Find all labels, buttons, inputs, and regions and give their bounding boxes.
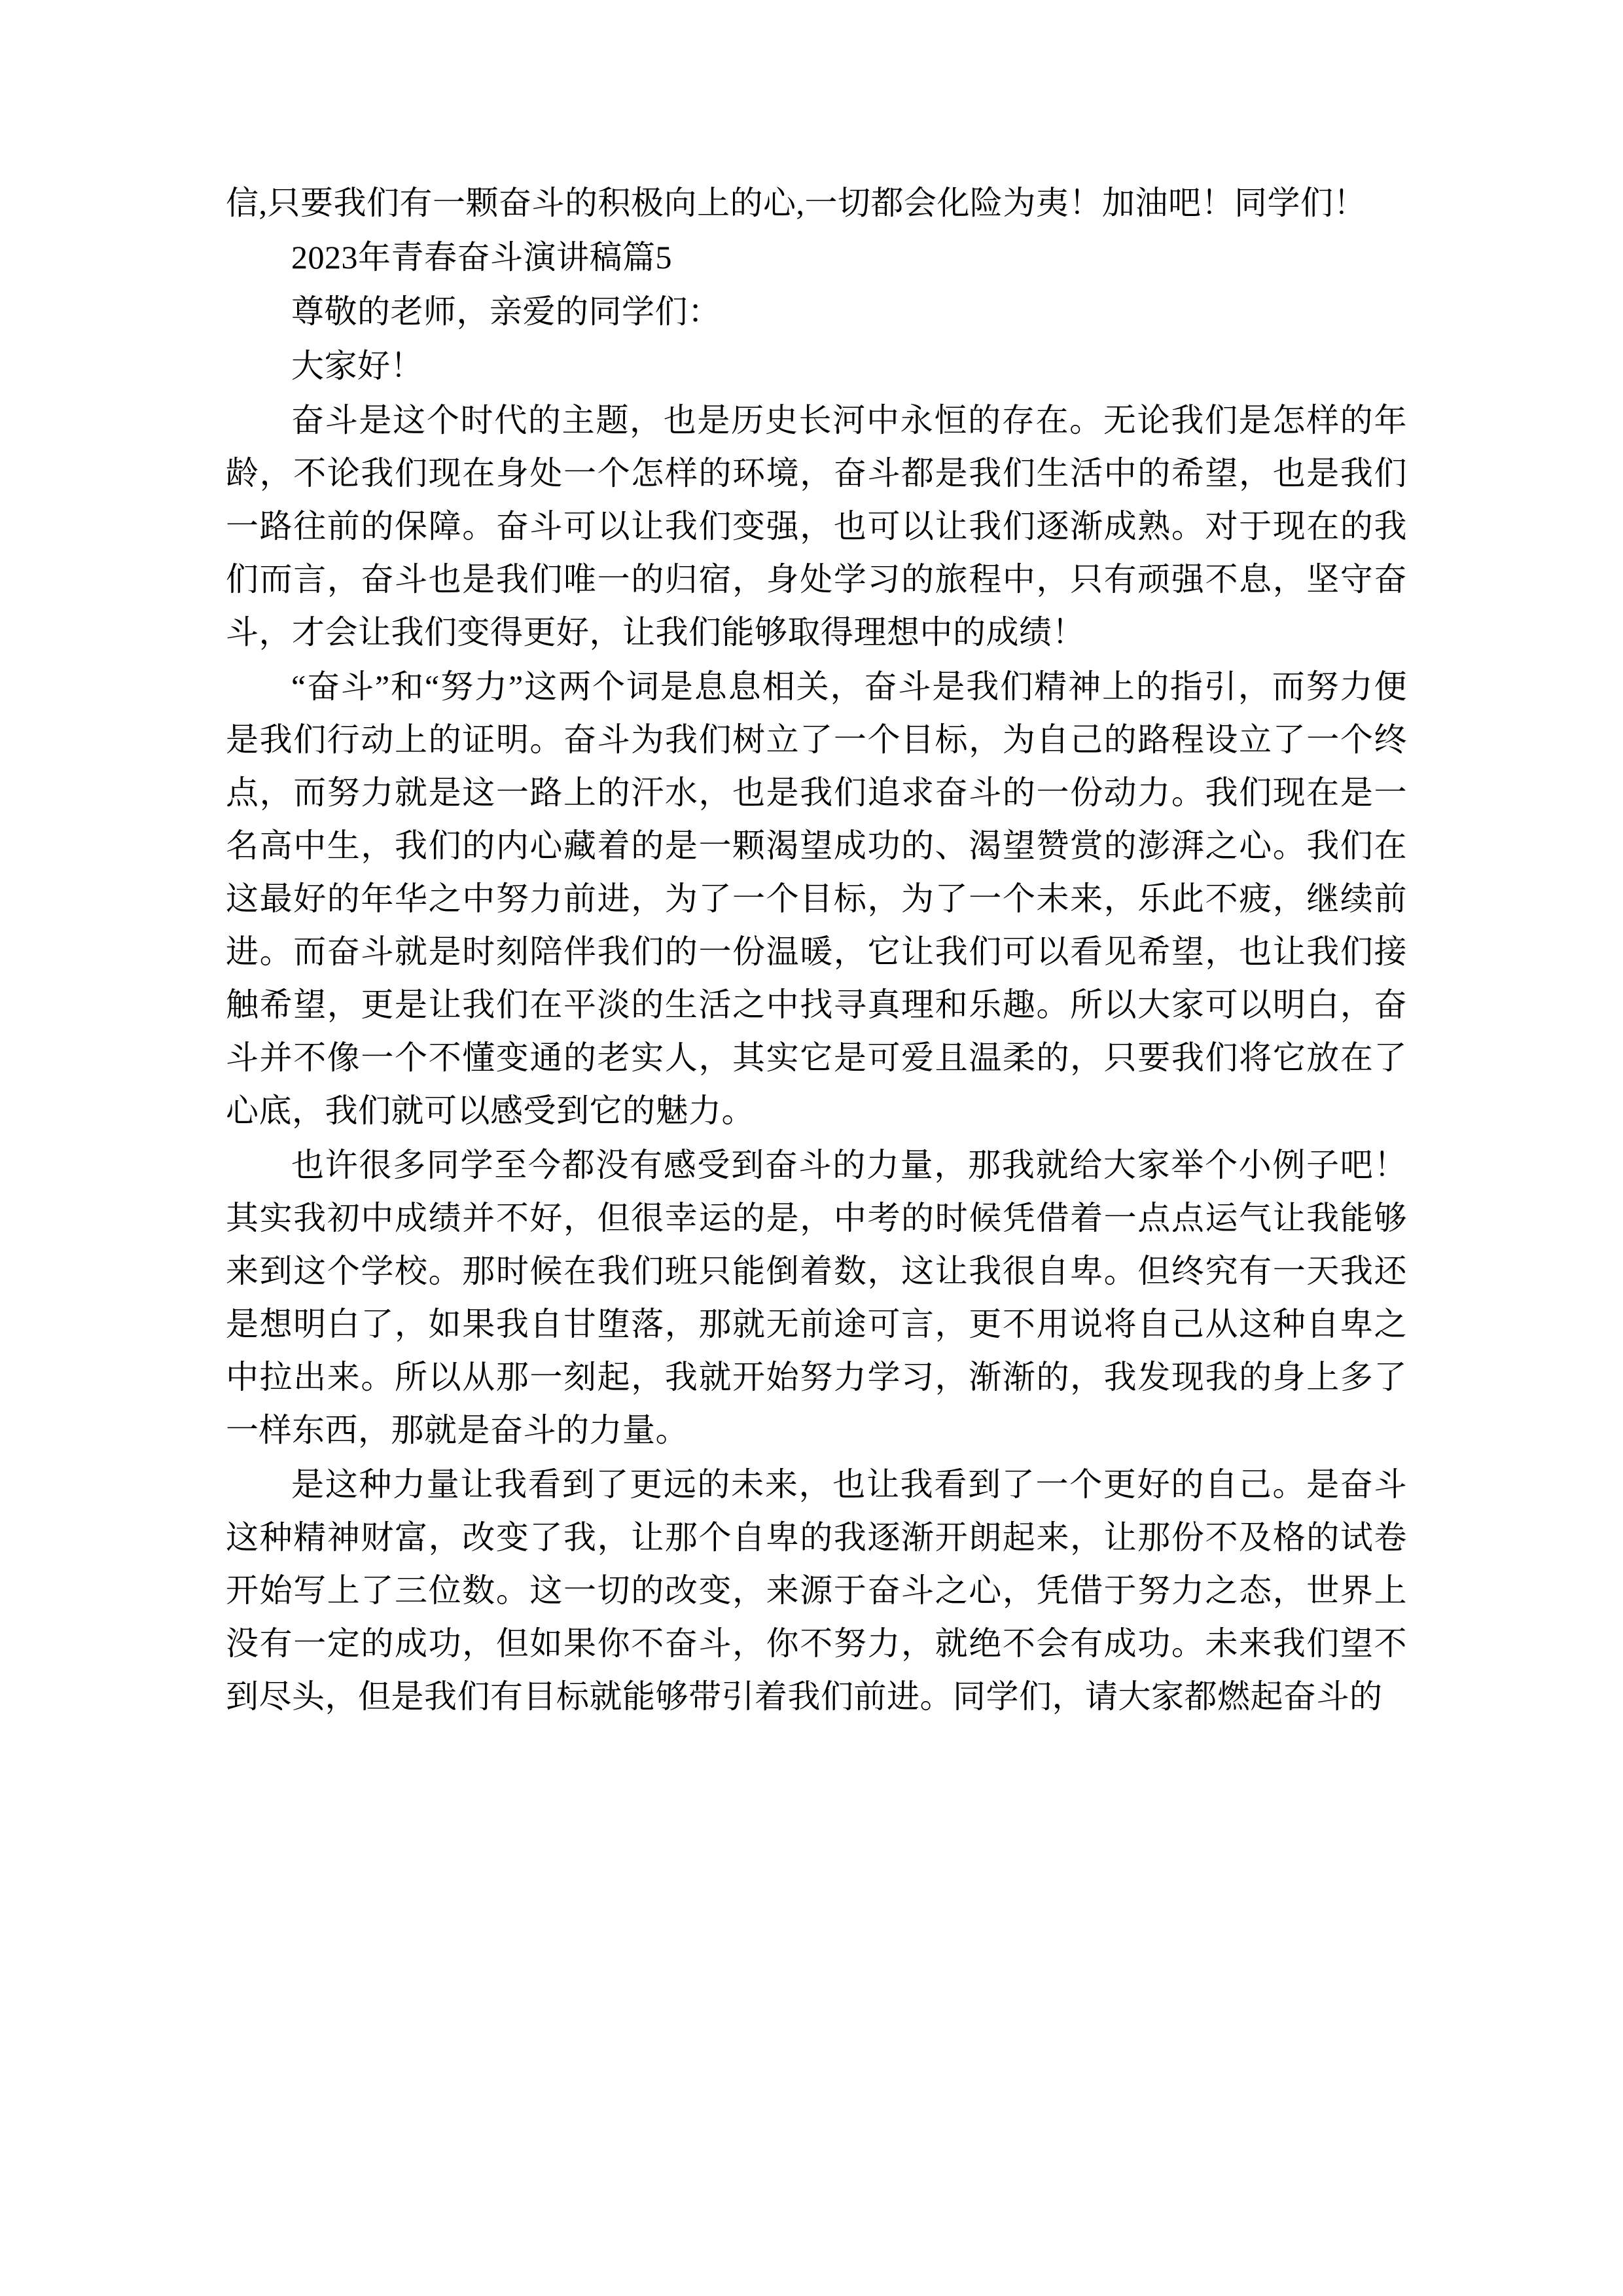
paragraph-3: 也许很多同学至今都没有感受到奋斗的力量，那我就给大家举个小例子吧！其实我初中成绩并不好，但很幸运的是，中考的时候凭借着一点点运气让我能够来到这个学校。那时候在我们班只能倒着数，这让我很自卑。但终究有一天我还是想明白了，如果我自甘堕落，那就无前途可言，更不用说将自己从这种自卑之中拉出来。所以从那一刻起，我就开始努力学习，渐渐的，我发现我的身上多了一样东西，那就是奋斗的力量。 — [226, 1147, 1407, 1448]
paragraph-1: 奋斗是这个时代的主题，也是历史长河中永恒的存在。无论我们是怎样的年龄，不论我们现在身处一个怎样的环境，奋斗都是我们生活中的希望，也是我们一路往前的保障。奋斗可以让我们变强，也可以让我们逐渐成熟。对于现在的我们而言，奋斗也是我们唯一的归宿，身处学习的旅程中，只有顽强不息，坚守奋斗，才会让我们变得更好，让我们能够取得理想中的成绩！ — [226, 402, 1407, 651]
paragraph-continuation: 信,只要我们有一颗奋斗的积极向上的心,一切都会化险为夷！加油吧！同学们！ — [226, 185, 1366, 221]
paragraph-4: 是这种力量让我看到了更远的未来，也让我看到了一个更好的自己。是奋斗这种精神财富，改变了我，让那个自卑的我逐渐开朗起来，让那份不及格的试卷开始写上了三位数。这一切的改变，来源于奋斗之心，凭借于努力之态，世界上没有一定的成功，但如果你不奋斗，你不努力，就绝不会有成功。未来我们望不到尽头，但是我们有目标就能够带引着我们前进。同学们，请大家都燃起奋斗的 — [226, 1466, 1407, 1715]
document-body — [226, 177, 1407, 1723]
section-heading: 2023年青春奋斗演讲稿篇5 — [291, 239, 672, 276]
greeting: 大家好！ — [291, 348, 423, 384]
paragraph-2: “奋斗”和“努力”这两个词是息息相关，奋斗是我们精神上的指引，而努力便是我们行动上的证明。奋斗为我们树立了一个目标，为自己的路程设立了一个终点，而努力就是这一路上的汗水，也是我们追求奋斗的一份动力。我们现在是一名高中生，我们的内心藏着的是一颗渴望成功的、渴望赞赏的澎湃之心。我们在这最好的年华之中努力前进，为了一个目标，为了一个未来，乐此不疲，继续前进。而奋斗就是时刻陪伴我们的一份温暖，它让我们可以看见希望，也让我们接触希望，更是让我们在平淡的生活之中找寻真理和乐趣。所以大家可以明白，奋斗并不像一个不懂变通的老实人，其实它是可爱且温柔的，只要我们将它放在了心底，我们就可以感受到它的魅力。 — [226, 668, 1407, 1129]
salutation: 尊敬的老师，亲爱的同学们： — [291, 293, 721, 330]
